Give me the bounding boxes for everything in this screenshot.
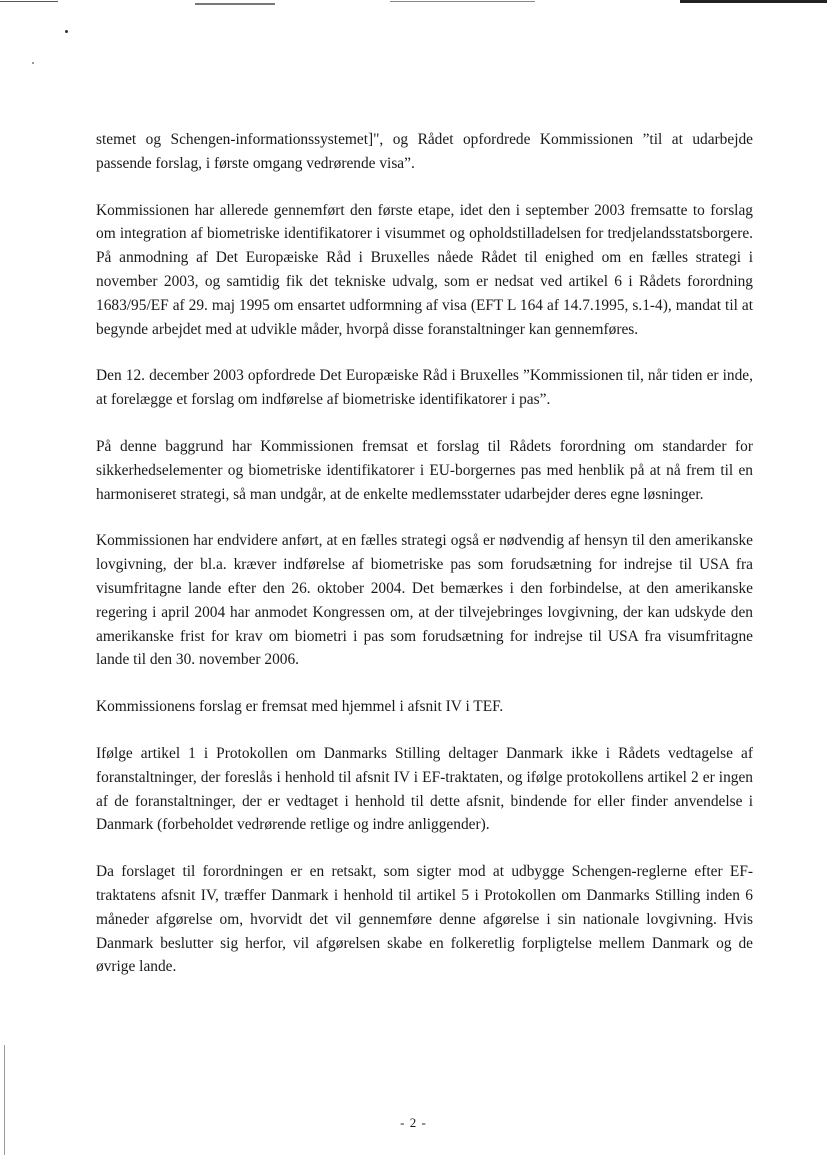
paragraph-legal-basis: Kommissionens forslag er fremsat med hjemmel i afsnit IV i TEF. — [96, 698, 504, 716]
page-number: - 2 - — [400, 1115, 427, 1130]
scan-speck — [32, 62, 34, 64]
paragraph-schengen-continuation: stemet og Schengen-informationssystemet]", og Rådet opfordrede Kommissionen ”til at udarbejde passende forslag, i første omgang vedrørende visa”. — [96, 131, 753, 172]
paragraph-us-legislation: Kommissionen har endvidere anført, at en fælles strategi også er nødvendig af hensyn til den amerikanske lovgivning, der bl.a. kræver indførelse af biometriske pas som forudsætning for indrejse til USA fra visumfritagne lande efter den 26. oktober 2004. Det bemærkes i den forbindelse, at den amerikanske regering i april 2004 har anmodet Kongressen om, at der tilvejebringes lovgivning, der kan udskyde den amerikanske frist for krav om biometri i pas som forudsætning for indrejse til USA fra visumfritagne lande til den 30. november 2006. — [96, 532, 753, 669]
paragraph-first-stage: Kommissionen har allerede gennemført den første etape, idet den i september 2003 fremsatte to forslag om integration af biometriske identifikatorer i visummet og opholdstilladelsen for tredjelandsstatsborgere. På anmodning af Det Europæiske Råd i Bruxelles nåede Rådet til enighed om en fælles strategi i november 2003, og samtidig fik det tekniske udvalg, som er nedsat ved artikel 6 i Rådets forordning 1683/95/EF af 29. maj 1995 om ensartet udformning af visa (EFT L 164 af 14.7.1995, s.1-4), mandat til at begynde arbejdet med at udvikle måder, hvorpå disse foranstaltninger kan gennemføres. — [96, 201, 753, 338]
scan-line-top-left — [0, 1, 58, 2]
document-body — [96, 128, 753, 1002]
scan-speck — [65, 30, 68, 33]
paragraph-protocol-article-1: Ifølge artikel 1 i Protokollen om Danmarks Stilling deltager Danmark ikke i Rådets vedtagelse af foranstaltninger, der foreslås i henhold til afsnit IV i EF-traktaten, og ifølge protokollens artikel 2 er ingen af de foranstaltninger, der er vedtaget i henhold til dette afsnit, bindende for eller finder anvendelse i Danmark (forbeholdet vedrørende retlige og indre anliggender). — [96, 744, 753, 834]
scan-line-top-mid — [195, 3, 275, 5]
paragraph-december-2003: Den 12. december 2003 opfordrede Det Europæiske Råd i Bruxelles ”Kommissionen til, når tiden er inde, at forelægge et forslag om indførelse af biometriske identifikatorer i pas”. — [96, 367, 753, 409]
scan-line-top-right — [680, 0, 827, 3]
scan-line-top-center — [390, 1, 535, 2]
scan-margin-line — [4, 1045, 5, 1155]
paragraph-background: På denne baggrund har Kommissionen fremsat et forslag til Rådets forordning om standarder for sikkerhedselementer og biometriske identifikatorer i EU-borgernes pas med henblik på at nå frem til en harmoniseret strategi, så man undgår, at de enkelte medlemsstater udarbejder deres egne løsninger. — [96, 437, 753, 503]
paragraph-protocol-article-5: Da forslaget til forordningen er en retsakt, som sigter mod at udbygge Schengen-reglerne efter EF-traktatens afsnit IV, træffer Danmark i henhold til artikel 5 i Protokollen om Danmarks Stilling inden 6 måneder afgørelse om, hvorvidt det vil gennemføre denne afgørelse i sin nationale lovgivning. Hvis Danmark beslutter sig herfor, vil afgørelsen skabe en folkeretlig forpligtelse mellem Danmark og de øvrige lande. — [96, 863, 753, 976]
